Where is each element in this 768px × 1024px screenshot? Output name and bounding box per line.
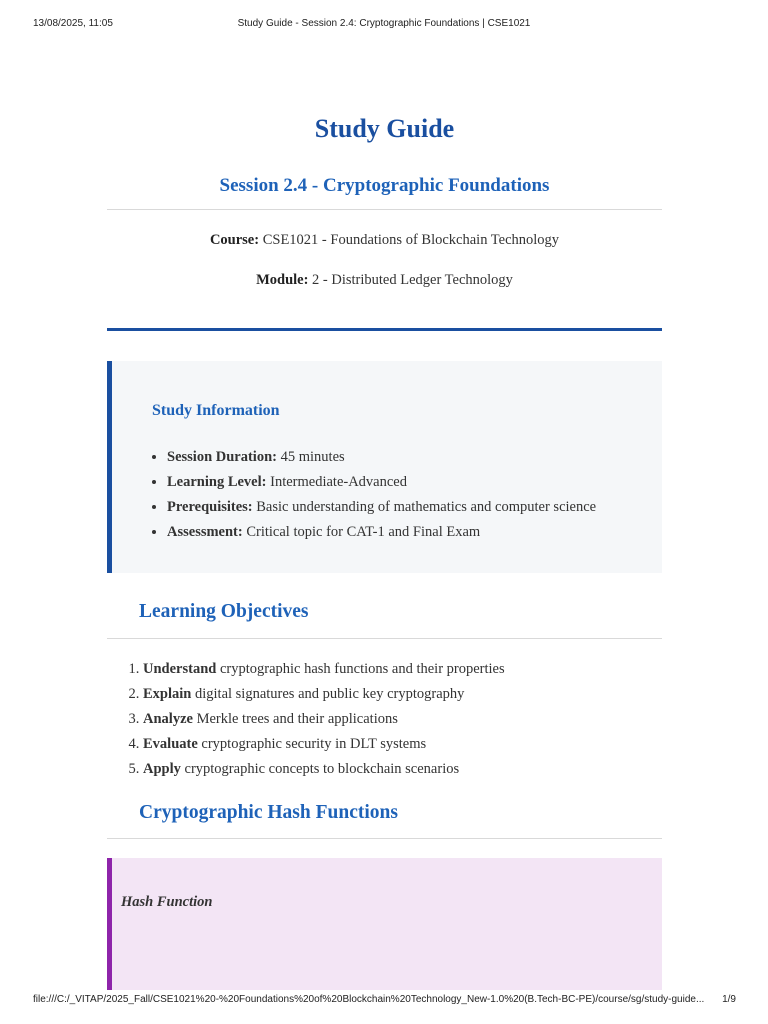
print-doc-title: Study Guide - Session 2.4: Cryptographic Foundations | CSE1021	[237, 18, 531, 29]
study-info-label: Session Duration:	[167, 449, 277, 465]
title-divider	[107, 209, 662, 210]
hash-functions-heading: Cryptographic Hash Functions	[139, 802, 398, 823]
objective-verb: Understand	[143, 661, 217, 677]
objective-item	[143, 707, 505, 732]
objective-item	[143, 657, 505, 682]
study-info-label: Assessment:	[167, 524, 243, 540]
objective-text: cryptographic concepts to blockchain scenarios	[184, 761, 460, 777]
print-page-number: 1/9	[722, 994, 736, 1005]
session-title: Session 2.4 - Cryptographic Foundations	[219, 175, 550, 196]
study-info-value: Intermediate-Advanced	[270, 474, 407, 490]
study-information-box	[107, 361, 662, 573]
module-label: Module:	[256, 272, 309, 288]
objective-item	[143, 732, 505, 757]
objective-verb: Evaluate	[143, 736, 198, 752]
study-info-item	[167, 470, 596, 495]
objective-text: digital signatures and public key cryptography	[194, 686, 465, 702]
objective-verb: Explain	[143, 686, 192, 702]
study-info-item	[167, 445, 596, 470]
print-timestamp: 13/08/2025, 11:05	[33, 18, 113, 29]
print-file-url: file:///C:/_VITAP/2025_Fall/CSE1021%20-%20Foundations%20of%20Blockchain%20Technology_New-1.0%20(B.Tech-BC-PE)/course/sg/study-guide...	[33, 994, 705, 1005]
study-info-value: Critical topic for CAT-1 and Final Exam	[246, 524, 481, 540]
module-line	[107, 272, 662, 289]
definition-box	[107, 858, 662, 990]
study-info-item	[167, 520, 596, 545]
study-info-label: Prerequisites:	[167, 499, 253, 515]
objective-item	[143, 682, 505, 707]
objective-verb: Analyze	[143, 711, 193, 727]
learning-objectives-heading: Learning Objectives	[139, 601, 309, 622]
objective-text: cryptographic hash functions and their properties	[219, 661, 505, 677]
objective-text: Merkle trees and their applications	[196, 711, 398, 727]
study-info-label: Learning Level:	[167, 474, 267, 490]
study-info-item	[167, 495, 596, 520]
definition-term: Hash Function	[121, 894, 213, 910]
course-value: CSE1021 - Foundations of Blockchain Technology	[262, 232, 560, 248]
course-label: Course:	[209, 232, 260, 248]
learning-objectives-list	[125, 657, 505, 782]
objective-item	[143, 757, 505, 782]
study-info-value: Basic understanding of mathematics and computer science	[256, 499, 597, 515]
study-information-list	[148, 445, 596, 545]
course-line	[107, 232, 662, 249]
module-value: 2 - Distributed Ledger Technology	[312, 272, 513, 288]
study-information-heading: Study Information	[152, 402, 280, 419]
hash-divider	[107, 838, 662, 839]
header-divider	[107, 328, 662, 331]
objective-text: cryptographic security in DLT systems	[201, 736, 427, 752]
objectives-divider	[107, 638, 662, 639]
page-title: Study Guide	[314, 114, 455, 143]
objective-verb: Apply	[143, 761, 181, 777]
study-info-value: 45 minutes	[280, 449, 345, 465]
